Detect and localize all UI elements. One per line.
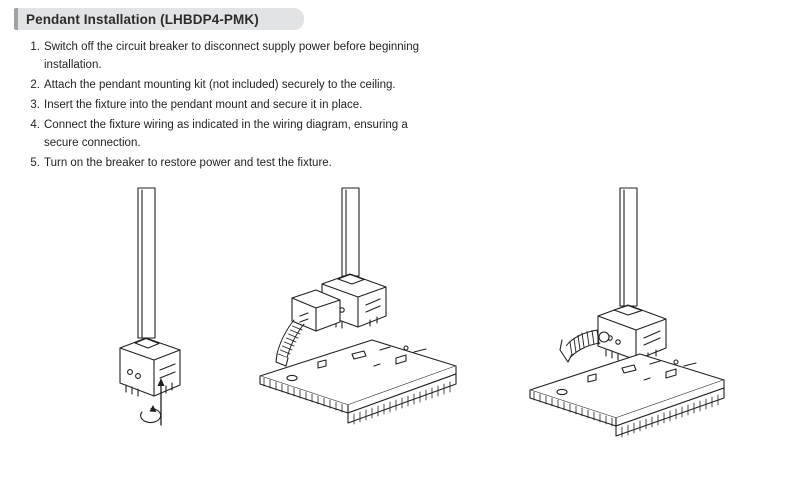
page-title: Pendant Installation (LHBDP4-PMK) [26, 11, 259, 27]
step-text: Insert the fixture into the pendant mount and secure it in place. [44, 99, 363, 111]
instruction-step-list [14, 38, 554, 174]
illustration-area [0, 180, 808, 480]
step-number: 2. [30, 79, 40, 91]
step-number: 5. [30, 157, 40, 169]
step-text: Attach the pendant mounting kit (not included) securely to the ceiling. [44, 79, 396, 91]
step-text: Turn on the breaker to restore power and test the fixture. [44, 157, 332, 169]
step-text: Connect the fixture wiring as indicated in the wiring diagram, ensuring a secure connection. [44, 119, 408, 149]
step-number: 4. [30, 119, 40, 131]
list-item [14, 76, 554, 94]
section-header [14, 8, 304, 30]
list-item [14, 116, 554, 152]
figure-pendant-mount-detail [80, 180, 250, 440]
figure-fixture-with-pendant-assembled [510, 180, 760, 440]
list-item [14, 38, 554, 74]
step-text: Switch off the circuit breaker to disconnect supply power before beginning installation. [44, 41, 420, 71]
step-number: 1. [30, 41, 40, 53]
list-item [14, 96, 554, 114]
step-number: 3. [30, 99, 40, 111]
list-item [14, 154, 554, 172]
figure-fixture-with-pendant-exploded [230, 180, 490, 440]
